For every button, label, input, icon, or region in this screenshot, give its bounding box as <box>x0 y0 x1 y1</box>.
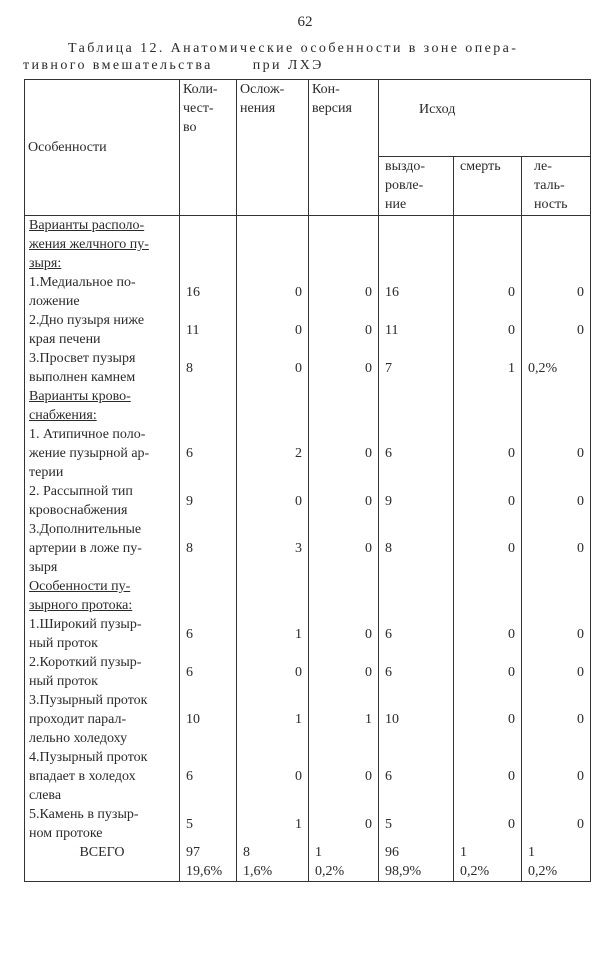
table-row <box>25 311 591 349</box>
table-row <box>25 349 591 387</box>
cell-count: 16 <box>180 273 237 311</box>
table-row <box>25 273 591 311</box>
section-title: Варианты крово- снабжения: <box>25 387 180 425</box>
row-label: 4.Пузырный проток впадает в холедох слева <box>25 748 180 805</box>
total-complications: 8 1,6% <box>237 843 309 882</box>
cell-count: 9 <box>180 482 237 520</box>
cell-recovery: 6 <box>379 653 454 691</box>
cell-death: 0 <box>454 615 522 653</box>
total-conversion: 1 0,2% <box>309 843 379 882</box>
header-complications: Ослож- нения <box>237 80 309 216</box>
cell-conversion: 0 <box>309 805 379 843</box>
row-label: 2.Дно пузыря ниже края печени <box>25 311 180 349</box>
cell-complications: 0 <box>237 273 309 311</box>
empty-cell <box>379 577 454 615</box>
cell-lethality: 0 <box>522 653 591 691</box>
cell-recovery: 16 <box>379 273 454 311</box>
cell-conversion: 0 <box>309 748 379 805</box>
cell-conversion: 0 <box>309 311 379 349</box>
cell-lethality: 0 <box>522 748 591 805</box>
cell-count: 5 <box>180 805 237 843</box>
cell-count: 6 <box>180 425 237 482</box>
empty-cell <box>454 216 522 274</box>
row-label: 1. Атипичное поло- жение пузырной ар- терии <box>25 425 180 482</box>
cell-count: 6 <box>180 748 237 805</box>
row-label: 2. Рассыпной тип кровоснабжения <box>25 482 180 520</box>
cell-recovery: 6 <box>379 425 454 482</box>
table-row <box>25 691 591 748</box>
total-recovery: 96 98,9% <box>379 843 454 882</box>
cell-death: 0 <box>454 520 522 577</box>
table-caption <box>23 40 583 74</box>
cell-death: 0 <box>454 805 522 843</box>
cell-complications: 0 <box>237 748 309 805</box>
section-title: Особенности пу- зырного протока: <box>25 577 180 615</box>
cell-complications: 0 <box>237 482 309 520</box>
total-lethality: 1 0,2% <box>522 843 591 882</box>
cell-conversion: 0 <box>309 349 379 387</box>
cell-conversion: 0 <box>309 615 379 653</box>
empty-cell <box>309 216 379 274</box>
header-outcome: Исход <box>379 80 591 157</box>
cell-lethality: 0 <box>522 520 591 577</box>
empty-cell <box>309 387 379 425</box>
empty-cell <box>237 216 309 274</box>
cell-lethality: 0 <box>522 273 591 311</box>
cell-lethality: 0 <box>522 311 591 349</box>
row-label: 2.Короткий пузыр- ный проток <box>25 653 180 691</box>
cell-death: 0 <box>454 691 522 748</box>
empty-cell <box>379 216 454 274</box>
cell-conversion: 0 <box>309 482 379 520</box>
cell-count: 8 <box>180 520 237 577</box>
cell-lethality: 0 <box>522 805 591 843</box>
cell-complications: 1 <box>237 691 309 748</box>
row-label: 3.Пузырный проток проходит парал- лельно холедоху <box>25 691 180 748</box>
cell-complications: 2 <box>237 425 309 482</box>
cell-conversion: 1 <box>309 691 379 748</box>
caption-line-2-tail: при ЛХЭ <box>252 58 324 73</box>
cell-death: 0 <box>454 653 522 691</box>
empty-cell <box>522 577 591 615</box>
cell-conversion: 0 <box>309 425 379 482</box>
empty-cell <box>522 216 591 274</box>
section-header-row <box>25 387 591 425</box>
row-label: 1.Широкий пузыр- ный проток <box>25 615 180 653</box>
caption-line-1: Таблица 12. Анатомические особенности в зоне опера- <box>68 41 519 56</box>
header-lethality: ле- таль- ность <box>522 157 591 216</box>
section-header-row <box>25 577 591 615</box>
header-conversion: Кон- версия <box>309 80 379 216</box>
empty-cell <box>180 387 237 425</box>
table-row <box>25 615 591 653</box>
empty-cell <box>454 387 522 425</box>
row-label: 1.Медиальное по- ложение <box>25 273 180 311</box>
cell-lethality: 0 <box>522 482 591 520</box>
cell-count: 11 <box>180 311 237 349</box>
cell-death: 1 <box>454 349 522 387</box>
cell-death: 0 <box>454 273 522 311</box>
cell-lethality: 0 <box>522 425 591 482</box>
cell-conversion: 0 <box>309 653 379 691</box>
cell-lethality: 0,2% <box>522 349 591 387</box>
cell-recovery: 6 <box>379 615 454 653</box>
cell-complications: 3 <box>237 520 309 577</box>
header-death: смерть <box>454 157 522 216</box>
row-label: 3.Дополнительные артерии в ложе пу- зыря <box>25 520 180 577</box>
cell-count: 6 <box>180 615 237 653</box>
empty-cell <box>237 387 309 425</box>
section-header-row <box>25 216 591 274</box>
empty-cell <box>454 577 522 615</box>
cell-recovery: 5 <box>379 805 454 843</box>
cell-lethality: 0 <box>522 691 591 748</box>
cell-death: 0 <box>454 425 522 482</box>
page-number: 62 <box>297 14 313 30</box>
cell-recovery: 9 <box>379 482 454 520</box>
cell-count: 10 <box>180 691 237 748</box>
table-row <box>25 425 591 482</box>
caption-line-2-main: тивного вмешательства <box>23 58 213 73</box>
row-label: 3.Просвет пузыря выполнен камнем <box>25 349 180 387</box>
cell-complications: 0 <box>237 311 309 349</box>
total-row <box>25 843 591 882</box>
table-row <box>25 482 591 520</box>
header-recovery: выздо- ровле- ние <box>379 157 454 216</box>
section-title: Варианты располо- жения желчного пу- зыря: <box>25 216 180 274</box>
empty-cell <box>237 577 309 615</box>
table-row <box>25 653 591 691</box>
cell-complications: 0 <box>237 653 309 691</box>
table-row <box>25 748 591 805</box>
total-count: 97 19,6% <box>180 843 237 882</box>
caption-line-2 <box>23 57 583 74</box>
cell-recovery: 7 <box>379 349 454 387</box>
header-features: Особенности <box>25 80 180 216</box>
cell-death: 0 <box>454 482 522 520</box>
empty-cell <box>379 387 454 425</box>
cell-recovery: 10 <box>379 691 454 748</box>
empty-cell <box>180 216 237 274</box>
empty-cell <box>180 577 237 615</box>
total-death: 1 0,2% <box>454 843 522 882</box>
cell-recovery: 6 <box>379 748 454 805</box>
total-label: ВСЕГО <box>25 843 180 882</box>
cell-recovery: 11 <box>379 311 454 349</box>
anatomy-table <box>24 79 591 882</box>
cell-recovery: 8 <box>379 520 454 577</box>
cell-death: 0 <box>454 748 522 805</box>
cell-conversion: 0 <box>309 520 379 577</box>
cell-complications: 1 <box>237 615 309 653</box>
empty-cell <box>522 387 591 425</box>
header-row-1 <box>25 80 591 157</box>
cell-count: 6 <box>180 653 237 691</box>
cell-complications: 0 <box>237 349 309 387</box>
cell-count: 8 <box>180 349 237 387</box>
cell-conversion: 0 <box>309 273 379 311</box>
empty-cell <box>309 577 379 615</box>
cell-complications: 1 <box>237 805 309 843</box>
table-row <box>25 520 591 577</box>
row-label: 5.Камень в пузыр- ном протоке <box>25 805 180 843</box>
cell-lethality: 0 <box>522 615 591 653</box>
cell-death: 0 <box>454 311 522 349</box>
header-count: Коли- чест- во <box>180 80 237 216</box>
table-row <box>25 805 591 843</box>
